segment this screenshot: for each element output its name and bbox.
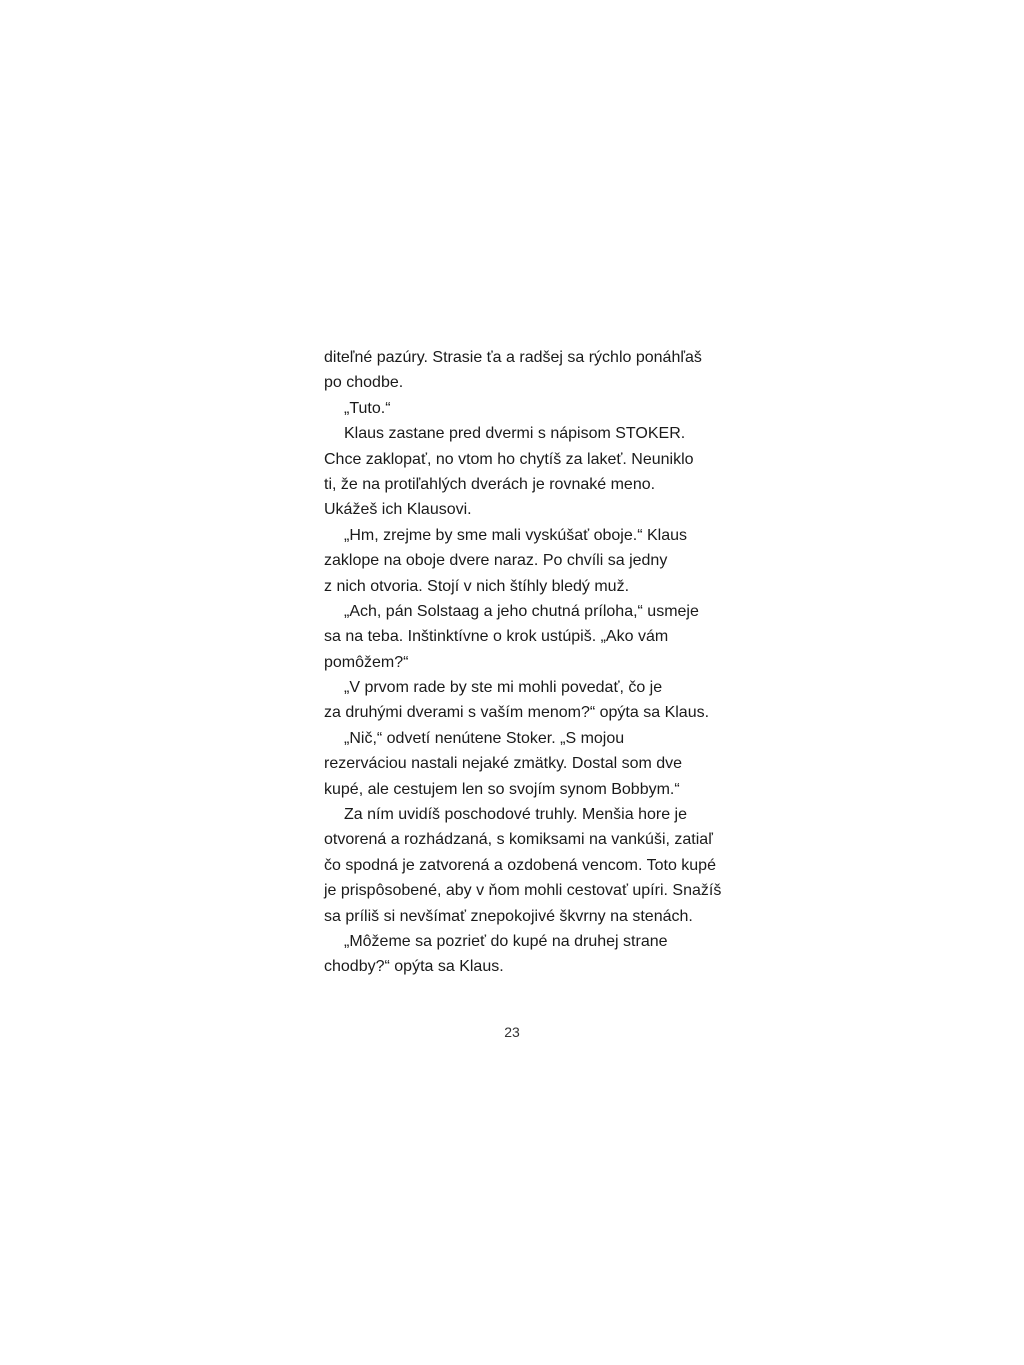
text-line: „Tuto.“ xyxy=(344,399,391,417)
text-line: Za ním uvidíš poschodové truhly. Menšia hore je xyxy=(344,806,687,824)
text-line: sa na teba. Inštinktívne o krok ustúpiš. „Ako vám xyxy=(324,628,669,646)
text-line: Chce zaklopať, no vtom ho chytíš za lakeť. Neuniklo xyxy=(324,450,694,468)
text-line: diteľné pazúry. Strasie ťa a radšej sa rýchlo ponáhľaš xyxy=(324,349,702,366)
text-line: pomôžem?“ xyxy=(324,653,409,671)
text-line: za druhými dverami s vaším menom?“ opýta sa Klaus. xyxy=(324,704,710,722)
text-line: „Ach, pán Solstaag a jeho chutná príloha,“ usmeje xyxy=(344,602,699,620)
text-line: „Nič,“ odvetí nenútene Stoker. „S mojou xyxy=(344,729,625,747)
text-line: z nich otvoria. Stojí v nich štíhly bledý muž. xyxy=(324,577,630,595)
text-line: Ukážeš ich Klausovi. xyxy=(324,501,472,519)
text-line: rezerváciou nastali nejaké zmätky. Dostal som dve xyxy=(324,755,683,773)
text-line: čo spodná je zatvorená a ozdobená vencom. Toto kupé xyxy=(324,856,716,874)
page-number: 23 xyxy=(504,1024,520,1040)
text-line: zaklope na oboje dvere naraz. Po chvíli sa jedny xyxy=(324,552,668,570)
text-line: Klaus zastane pred dvermi s nápisom STOKER. xyxy=(344,425,686,443)
text-line: ti, že na protiľahlých dverách je rovnaké meno. xyxy=(324,475,656,493)
text-line: je prispôsobené, aby v ňom mohli cestovať upíri. Snažíš xyxy=(324,882,722,900)
text-line: kupé, ale cestujem len so svojím synom Bobbym.“ xyxy=(324,780,680,798)
page-body-text xyxy=(324,345,724,980)
text-line: „V prvom rade by ste mi mohli povedať, čo je xyxy=(344,679,663,697)
text-line: po chodbe. xyxy=(324,374,404,392)
text-line: „Hm, zrejme by sme mali vyskúšať oboje.“ Klaus xyxy=(344,526,687,544)
text-line: chodby?“ opýta sa Klaus. xyxy=(324,958,504,976)
text-line: „Môžeme sa pozrieť do kupé na druhej strane xyxy=(344,932,668,950)
text-line: otvorená a rozhádzaná, s komiksami na vankúši, zatiaľ xyxy=(324,831,713,849)
text-line: sa príliš si nevšímať znepokojivé škvrny na stenách. xyxy=(324,907,693,925)
